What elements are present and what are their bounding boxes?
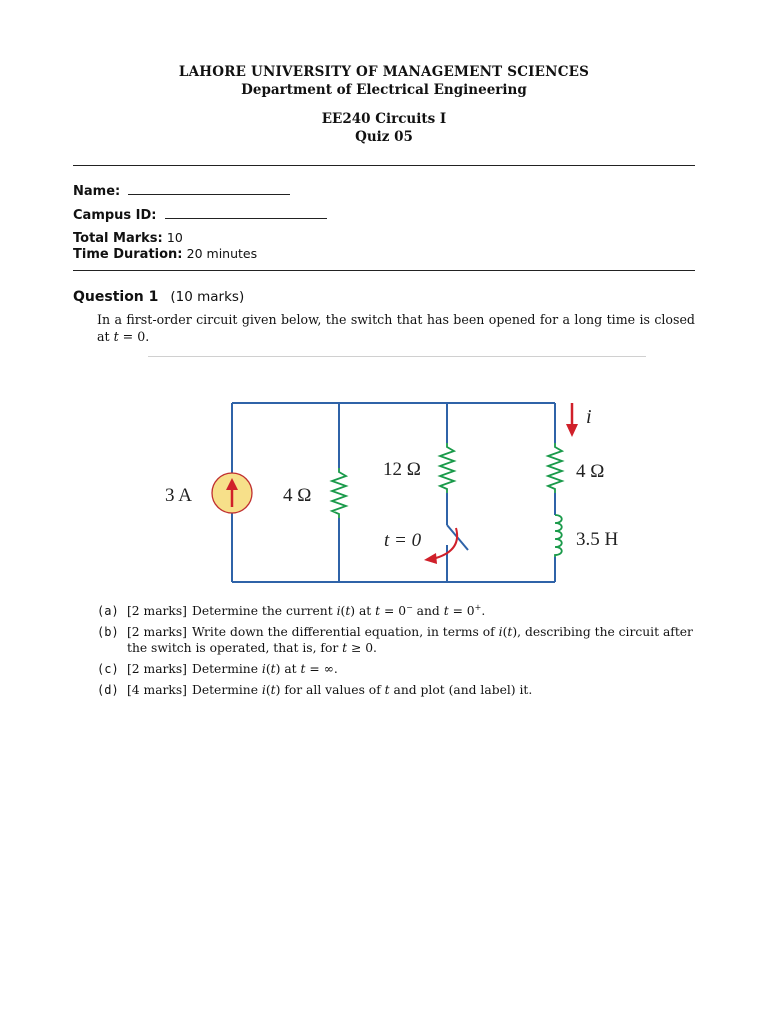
switch-arrow-head-icon [424, 553, 437, 564]
part-text: Write down the differential equation, in terms of [191, 625, 499, 639]
math-var: t [342, 641, 348, 655]
math-var: t [443, 604, 449, 618]
part-text: ) at [275, 662, 301, 676]
part-label: (c) [97, 662, 119, 676]
math-var: t [507, 625, 513, 639]
total-marks-row [73, 230, 183, 246]
part-text: Determine [191, 662, 262, 676]
source-label: 3 A [165, 485, 192, 506]
question-text [97, 311, 695, 345]
university-name: LAHORE UNIVERSITY OF MANAGEMENT SCIENCES [178, 64, 590, 80]
course-title: EE240 Circuits I [321, 111, 447, 127]
question-text-part-2: = 0. [118, 329, 150, 344]
question-text-t: t [113, 329, 119, 344]
resistor-4-ohm-left [332, 468, 346, 518]
math-var: t [375, 604, 381, 618]
question-marks: (10 marks) [170, 289, 245, 305]
resistor-12-ohm [440, 443, 454, 493]
campus-id-row [73, 207, 327, 223]
part-text: ( [265, 662, 271, 676]
r2-label: 12 Ω [383, 459, 421, 480]
math-var: i [336, 604, 341, 618]
top-divider [73, 165, 695, 166]
part-text: ) at [350, 604, 376, 618]
math-var: t [384, 683, 390, 697]
part-text: . [481, 604, 486, 618]
part-marks: [2 marks] [127, 662, 187, 676]
current-label: i [586, 406, 592, 428]
part-c [97, 661, 697, 677]
figure-top-line [148, 356, 646, 357]
time-duration-row [73, 246, 257, 262]
current-arrow-icon [566, 424, 578, 437]
part-text: ( [265, 683, 271, 697]
time-duration-value: 20 minutes [186, 246, 258, 261]
math-var: t [270, 683, 276, 697]
part-marks: [2 marks] [127, 625, 187, 639]
campus-id-blank[interactable] [165, 207, 327, 219]
part-text: ) for all values of [275, 683, 385, 697]
part-text: ≥ 0. [347, 641, 377, 655]
part-text: and [412, 604, 444, 618]
part-text: and plot (and label) it. [389, 683, 533, 697]
part-d [97, 682, 697, 698]
r1-label: 4 Ω [283, 485, 312, 506]
part-text: = 0 [448, 604, 475, 618]
math-var: i [261, 662, 266, 676]
part-text: = ∞. [305, 662, 338, 676]
name-label: Name: [73, 184, 121, 199]
math-var: i [261, 683, 266, 697]
math-var: i [498, 625, 503, 639]
time-duration-label: Time Duration: [73, 247, 183, 262]
question-heading [73, 289, 244, 305]
superscript: − [406, 602, 413, 612]
math-var: t [300, 662, 306, 676]
department-name: Department of Electrical Engineering [241, 82, 527, 98]
part-text: ), describing the circuit after the switch is operated, that is, for [127, 625, 693, 655]
total-marks-label: Total Marks: [73, 231, 163, 246]
r3-label: 4 Ω [576, 461, 605, 482]
question-text-part-1: In a first-order circuit given below, the switch that has been opened for a long time is closed at [97, 312, 695, 344]
name-blank[interactable] [128, 183, 290, 195]
name-row [73, 183, 290, 199]
resistor-4-ohm-right [548, 443, 562, 493]
question-parts [97, 603, 697, 703]
part-label: (d) [97, 683, 119, 697]
bottom-divider [73, 270, 695, 271]
question-title: Question 1 [73, 289, 159, 305]
part-text: ( [502, 625, 508, 639]
total-marks-value: 10 [166, 230, 183, 245]
part-a [97, 603, 697, 619]
part-text: Determine the current [191, 604, 337, 618]
part-b [97, 624, 697, 656]
superscript: + [474, 602, 482, 612]
math-var: t [345, 604, 351, 618]
inductor [555, 515, 562, 557]
part-label: (b) [97, 625, 119, 639]
part-text: = 0 [380, 604, 407, 618]
math-var: t [270, 662, 276, 676]
part-marks: [2 marks] [127, 604, 187, 618]
inductor-label: 3.5 H [576, 529, 619, 550]
wires [232, 403, 555, 582]
quiz-title: Quiz 05 [355, 129, 413, 145]
campus-id-label: Campus ID: [73, 208, 157, 223]
part-marks: [4 marks] [127, 683, 187, 697]
switch-label: t = 0 [384, 530, 422, 551]
part-text: ( [340, 604, 346, 618]
part-text: Determine [191, 683, 262, 697]
part-label: (a) [97, 604, 119, 618]
circuit-diagram [140, 385, 619, 595]
